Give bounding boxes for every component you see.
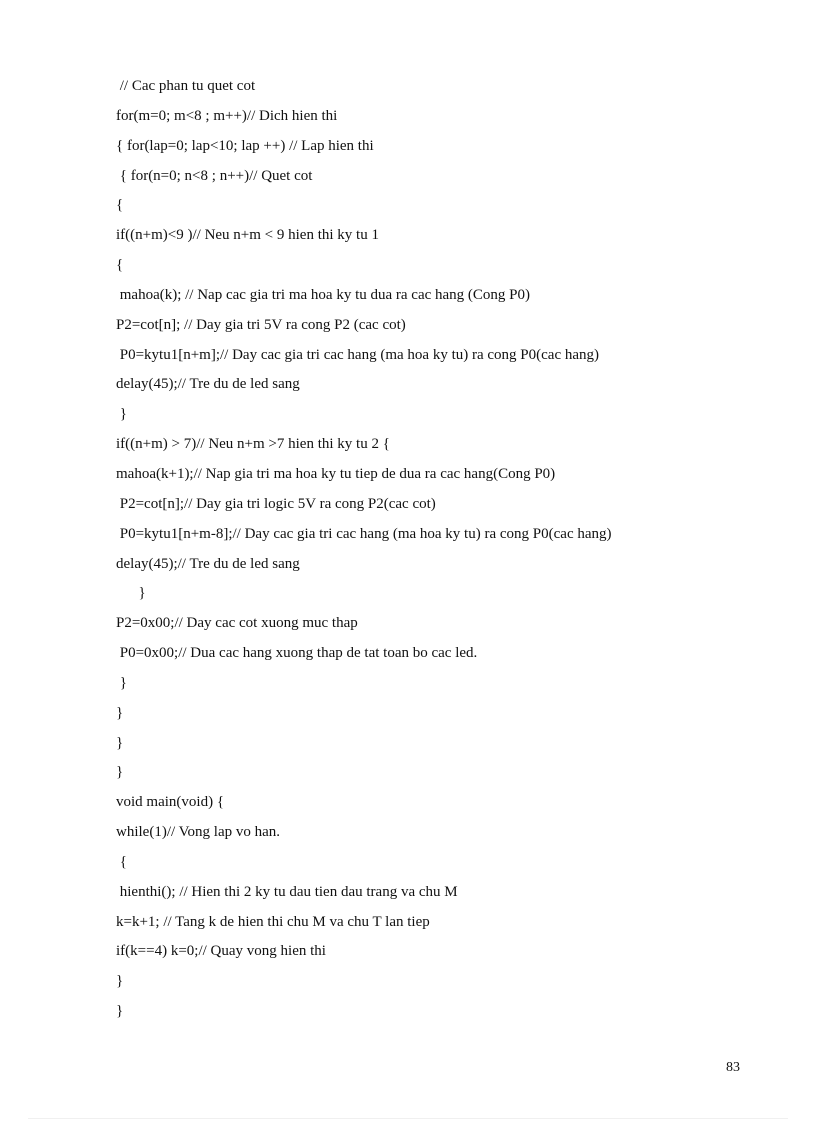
code-line: for(m=0; m<8 ; m++)// Dich hien thi [116, 107, 338, 124]
code-line: P2=0x00;// Day cac cot xuong muc thap [116, 615, 358, 632]
code-line: // Cac phan tu quet cot [116, 78, 256, 94]
code-line: { for(n=0; n<8 ; n++)// Quet cot [116, 167, 313, 184]
code-line: } [116, 734, 124, 751]
code-line: hienthi(); // Hien thi 2 ky tu dau tien dau trang va chu M [116, 883, 458, 900]
code-line: P0=kytu1[n+m-8];// Day cac gia tri cac hang (ma hoa ky tu) ra cong P0(cac hang) [116, 525, 612, 542]
code-line: { for(lap=0; lap<10; lap ++) // Lap hien thi [116, 137, 374, 154]
code-line: } [116, 585, 146, 602]
code-line: { [116, 257, 124, 274]
code-line: } [116, 764, 124, 781]
code-line: { [116, 853, 127, 870]
code-line: if((n+m)<9 )// Neu n+m < 9 hien thi ky tu 1 [116, 227, 379, 244]
code-line: P0=0x00;// Dua cac hang xuong thap de tat toan bo cac led. [116, 645, 478, 662]
code-line: } [116, 973, 124, 990]
code-line: } [116, 674, 127, 691]
code-line: void main(void) { [116, 794, 225, 811]
code-line: } [116, 704, 124, 721]
code-line: P0=kytu1[n+m];// Day cac gia tri cac hang (ma hoa ky tu) ra cong P0(cac hang) [116, 346, 600, 363]
page-divider [28, 1118, 788, 1119]
code-line: { [116, 197, 124, 214]
code-line: delay(45);// Tre du de led sang [116, 555, 300, 572]
code-line: } [116, 1003, 124, 1020]
code-line: delay(45);// Tre du de led sang [116, 376, 300, 393]
code-line: if(k==4) k=0;// Quay vong hien thi [116, 943, 326, 960]
code-line: while(1)// Vong lap vo han. [116, 824, 281, 841]
page-number: 83 [726, 1060, 740, 1075]
code-line: if((n+m) > 7)// Neu n+m >7 hien thi ky tu 2 { [116, 436, 390, 453]
code-line: P2=cot[n]; // Day gia tri 5V ra cong P2 (cac cot) [116, 316, 406, 333]
code-line: mahoa(k+1);// Nap gia tri ma hoa ky tu tiep de dua ra cac hang(Cong P0) [116, 465, 556, 482]
code-line: mahoa(k); // Nap cac gia tri ma hoa ky tu dua ra cac hang (Cong P0) [116, 286, 531, 303]
code-block [116, 74, 736, 1029]
code-line: P2=cot[n];// Day gia tri logic 5V ra cong P2(cac cot) [116, 495, 436, 512]
code-line: } [116, 406, 127, 423]
code-line: k=k+1; // Tang k de hien thi chu M va chu T lan tiep [116, 913, 430, 930]
